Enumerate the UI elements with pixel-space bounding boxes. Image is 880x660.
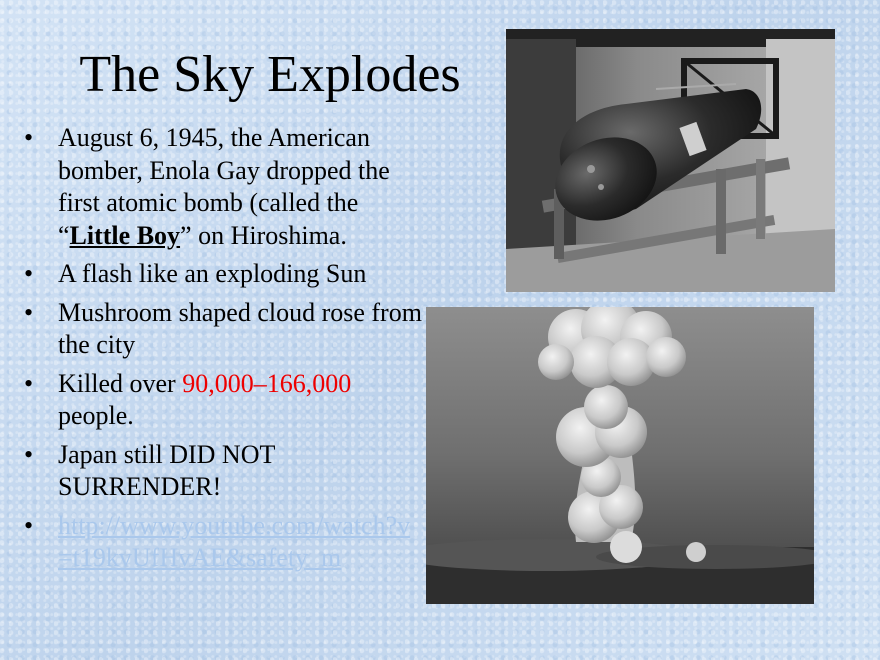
bullet-dot: •	[24, 439, 34, 469]
bullet-dot: •	[24, 510, 34, 540]
bullet-text: Japan still DID NOT SURRENDER!	[58, 439, 275, 501]
slide-title: The Sky Explodes	[79, 46, 461, 103]
bullet-dot: •	[24, 368, 34, 398]
bullet-item	[24, 368, 424, 433]
youtube-link[interactable]: http://www.youtube.com/watch?v=t19kvUfHvAE&safety_m	[58, 510, 411, 572]
bullet-item	[24, 439, 424, 504]
mushroom-cloud-graphic	[426, 307, 814, 604]
bullet-item	[24, 297, 424, 362]
bullet-text: people.	[58, 401, 134, 430]
bomb-photo-graphic	[506, 29, 835, 292]
little-boy-emphasis: Little Boy	[69, 220, 181, 250]
bullet-text: Mushroom shaped cloud rose from the city	[58, 297, 422, 359]
mushroom-cloud-photo	[426, 307, 814, 604]
bomb-photo	[506, 29, 835, 292]
bullet-dot: •	[24, 259, 34, 288]
bullet-list	[24, 122, 424, 581]
bullet-dot: •	[24, 123, 34, 152]
bullet-text: Killed over	[58, 368, 183, 398]
bullet-text: A flash like an exploding Sun	[58, 259, 367, 288]
bullet-text: ” on Hiroshima.	[180, 220, 347, 250]
bullet-item	[24, 510, 424, 575]
bullet-item	[24, 122, 424, 252]
bullet-item	[24, 258, 424, 291]
bullet-dot: •	[24, 297, 34, 327]
casualty-figure: 90,000–166,000	[182, 368, 352, 398]
bullet-text: August 6, 1945, the American bomber, Enola Gay dropped the first atomic bomb (called the “	[58, 123, 390, 250]
